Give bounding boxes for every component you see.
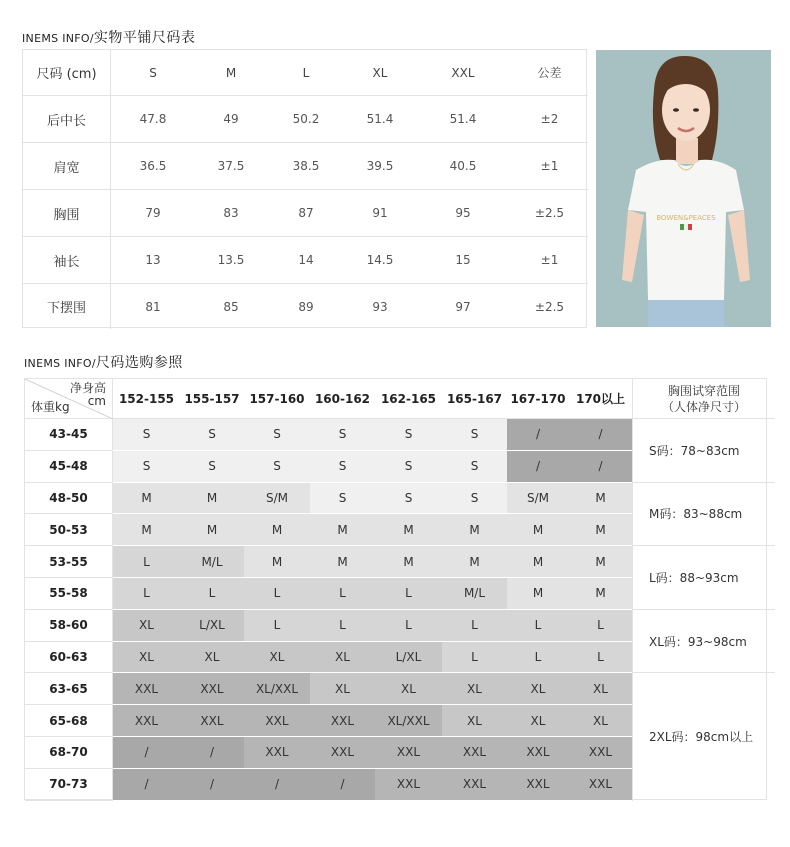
- recommended-size: M: [507, 578, 569, 610]
- section-title-size-guide: [24, 352, 183, 372]
- model-illustration: [596, 50, 771, 327]
- chest-range: L码：88~93cm: [632, 546, 775, 610]
- recommended-size: M: [507, 546, 569, 578]
- recommended-size: S: [180, 451, 244, 483]
- measure-value: 89: [298, 299, 314, 314]
- recommended-size: XL: [442, 673, 507, 705]
- recommended-size: M: [375, 546, 442, 578]
- measure-value: 93: [372, 299, 388, 314]
- recommended-size: M: [180, 483, 244, 515]
- weight-range: 58-60: [25, 610, 113, 642]
- recommended-size: XXL: [180, 705, 244, 737]
- weight-range: 70-73: [25, 769, 113, 801]
- height-header: 157-160: [244, 379, 310, 419]
- size-unit-header: 尺码 (cm): [23, 50, 111, 96]
- weight-range: 45-48: [25, 451, 113, 483]
- recommended-size: M: [113, 483, 180, 515]
- recommended-size: XL: [113, 642, 180, 674]
- measure-value: 51.4: [415, 96, 511, 143]
- measure-label: 肩宽: [23, 143, 111, 190]
- recommended-size: XXL: [244, 737, 310, 769]
- recommended-size: M: [569, 483, 632, 515]
- measure-value: 40.5: [415, 143, 511, 190]
- recommended-size: S: [442, 483, 507, 515]
- size-header: XXL: [415, 50, 511, 96]
- height-label: 净身高: [69, 381, 106, 395]
- section-title-en: INEMS INFO/: [24, 357, 96, 370]
- recommended-size: S/M: [244, 483, 310, 515]
- weight-range: 43-45: [25, 419, 113, 451]
- recommended-size: S: [310, 483, 375, 515]
- recommended-size: XXL: [244, 705, 310, 737]
- recommended-size: M: [180, 514, 244, 546]
- measure-value: 91: [345, 190, 415, 237]
- size-header: 公差: [511, 50, 588, 96]
- recommended-size: L: [310, 610, 375, 642]
- recommended-size: XXL: [180, 673, 244, 705]
- recommended-size: M: [310, 546, 375, 578]
- weight-label: 体重kg: [31, 400, 70, 414]
- height-header: 167-170: [507, 379, 569, 419]
- recommended-size: M: [442, 514, 507, 546]
- section-title-en: INEMS INFO/: [22, 32, 94, 45]
- recommended-size: /: [569, 419, 632, 451]
- weight-range: 50-53: [25, 514, 113, 546]
- measure-value: 13.5: [195, 237, 267, 284]
- weight-range: 48-50: [25, 483, 113, 515]
- recommended-size: M: [375, 514, 442, 546]
- model-photo: [596, 50, 771, 327]
- recommended-size: L: [442, 642, 507, 674]
- measure-value: 14.5: [345, 237, 415, 284]
- recommended-size: M/L: [180, 546, 244, 578]
- recommended-size: /: [113, 737, 180, 769]
- weight-range: 53-55: [25, 546, 113, 578]
- recommended-size: L: [310, 578, 375, 610]
- recommended-size: M: [569, 546, 632, 578]
- recommended-size: XL: [113, 610, 180, 642]
- recommended-size: M: [442, 546, 507, 578]
- height-header: 155-157: [180, 379, 244, 419]
- size-header: S: [111, 50, 195, 96]
- recommended-size: M: [569, 578, 632, 610]
- height-header: 160-162: [310, 379, 375, 419]
- recommended-size: /: [507, 451, 569, 483]
- recommended-size: XL: [569, 673, 632, 705]
- recommended-size: /: [180, 737, 244, 769]
- recommended-size: L: [244, 610, 310, 642]
- recommended-size: S: [244, 419, 310, 451]
- height-header: 162-165: [375, 379, 442, 419]
- recommended-size: S: [442, 419, 507, 451]
- measure-label: 袖长: [23, 237, 111, 284]
- chest-range: M码：83~88cm: [632, 483, 775, 547]
- section-title-flat-size: [22, 27, 195, 47]
- measure-value: ±2.5: [534, 299, 565, 314]
- recommended-size: S: [375, 483, 442, 515]
- measure-value: ±1: [511, 143, 588, 190]
- recommended-size: M: [244, 514, 310, 546]
- recommended-size: M/L: [442, 578, 507, 610]
- chest-range: 2XL码：98cm以上: [632, 673, 775, 800]
- measure-label: 下摆围: [23, 284, 111, 329]
- chest-header-line2: （人体净尺寸）: [661, 399, 746, 414]
- shirt-print: BOWEN&PEACES: [656, 214, 716, 222]
- measure-value: ±2.5: [511, 190, 588, 237]
- height-header: 170以上: [569, 379, 632, 419]
- recommended-size: S: [442, 451, 507, 483]
- recommended-size: S: [375, 419, 442, 451]
- measure-value: 47.8: [111, 96, 195, 143]
- recommended-size: S: [375, 451, 442, 483]
- recommended-size: /: [507, 419, 569, 451]
- recommended-size: XL: [310, 673, 375, 705]
- measure-value: 87: [267, 190, 345, 237]
- recommended-size: XL: [375, 673, 442, 705]
- height-header: 152-155: [113, 379, 180, 419]
- measure-value: 15: [415, 237, 511, 284]
- recommended-size: S/M: [507, 483, 569, 515]
- recommended-size: XL/XXL: [244, 673, 310, 705]
- recommended-size: M: [569, 514, 632, 546]
- flat-size-table: [22, 49, 587, 328]
- recommended-size: XXL: [113, 673, 180, 705]
- recommended-size: XXL: [442, 737, 507, 769]
- recommended-size: /: [310, 769, 375, 801]
- size-guide-table: [24, 378, 767, 800]
- recommended-size: /: [180, 769, 244, 801]
- recommended-size: XXL: [310, 705, 375, 737]
- measure-value: ±1: [511, 237, 588, 284]
- weight-range: 65-68: [25, 705, 113, 737]
- measure-value: ±2: [511, 96, 588, 143]
- chest-range: S码：78~83cm: [632, 419, 775, 483]
- recommended-size: XXL: [507, 769, 569, 801]
- recommended-size: XL: [507, 705, 569, 737]
- recommended-size: M: [310, 514, 375, 546]
- recommended-size: /: [569, 451, 632, 483]
- recommended-size: S: [310, 451, 375, 483]
- measure-value: 38.5: [267, 143, 345, 190]
- recommended-size: L/XL: [180, 610, 244, 642]
- measure-value: 39.5: [345, 143, 415, 190]
- measure-value: 83: [195, 190, 267, 237]
- recommended-size: XL: [442, 705, 507, 737]
- recommended-size: XXL: [310, 737, 375, 769]
- recommended-size: L: [507, 642, 569, 674]
- recommended-size: XXL: [569, 769, 632, 801]
- recommended-size: L: [569, 642, 632, 674]
- chest-header-line1: 胸围试穿范围: [667, 383, 740, 398]
- weight-range: 60-63: [25, 642, 113, 674]
- recommended-size: S: [113, 419, 180, 451]
- measure-label: 胸围: [23, 190, 111, 237]
- recommended-size: XL: [310, 642, 375, 674]
- recommended-size: XXL: [375, 737, 442, 769]
- measure-value: 79: [111, 190, 195, 237]
- chest-range-header: [632, 379, 775, 419]
- recommended-size: L: [113, 546, 180, 578]
- size-header: L: [267, 50, 345, 96]
- recommended-size: L: [375, 578, 442, 610]
- recommended-size: S: [113, 451, 180, 483]
- recommended-size: XXL: [507, 737, 569, 769]
- recommended-size: L/XL: [375, 642, 442, 674]
- measure-value: 97: [455, 299, 471, 314]
- recommended-size: XXL: [569, 737, 632, 769]
- recommended-size: L: [113, 578, 180, 610]
- chest-range: XL码：93~98cm: [632, 610, 775, 674]
- measure-value: 37.5: [195, 143, 267, 190]
- recommended-size: XXL: [442, 769, 507, 801]
- corner-header: [25, 379, 113, 419]
- weight-range: 63-65: [25, 673, 113, 705]
- recommended-size: L: [569, 610, 632, 642]
- weight-range: 55-58: [25, 578, 113, 610]
- recommended-size: S: [180, 419, 244, 451]
- recommended-size: XL/XXL: [375, 705, 442, 737]
- height-unit: cm: [87, 394, 106, 408]
- recommended-size: /: [113, 769, 180, 801]
- measure-value: 50.2: [267, 96, 345, 143]
- recommended-size: XXL: [113, 705, 180, 737]
- measure-value: 49: [195, 96, 267, 143]
- size-header: XL: [345, 50, 415, 96]
- recommended-size: M: [113, 514, 180, 546]
- section-title-cn: 尺码选购参照: [95, 355, 183, 371]
- recommended-size: S: [310, 419, 375, 451]
- recommended-size: S: [244, 451, 310, 483]
- measure-label: 后中长: [23, 96, 111, 143]
- recommended-size: XXL: [375, 769, 442, 801]
- measure-value: 81: [145, 299, 161, 314]
- recommended-size: L: [375, 610, 442, 642]
- measure-value: 36.5: [111, 143, 195, 190]
- measure-value: 51.4: [345, 96, 415, 143]
- recommended-size: L: [442, 610, 507, 642]
- recommended-size: XL: [244, 642, 310, 674]
- recommended-size: L: [180, 578, 244, 610]
- weight-range: 68-70: [25, 737, 113, 769]
- measure-value: 13: [111, 237, 195, 284]
- recommended-size: XL: [507, 673, 569, 705]
- measure-value: 14: [267, 237, 345, 284]
- height-header: 165-167: [442, 379, 507, 419]
- recommended-size: M: [507, 514, 569, 546]
- measure-value: 85: [223, 299, 239, 314]
- recommended-size: XL: [180, 642, 244, 674]
- recommended-size: /: [244, 769, 310, 801]
- section-title-cn: 实物平铺尺码表: [93, 30, 196, 46]
- recommended-size: M: [244, 546, 310, 578]
- recommended-size: L: [244, 578, 310, 610]
- size-header: M: [195, 50, 267, 96]
- measure-value: 95: [415, 190, 511, 237]
- recommended-size: XL: [569, 705, 632, 737]
- recommended-size: L: [507, 610, 569, 642]
